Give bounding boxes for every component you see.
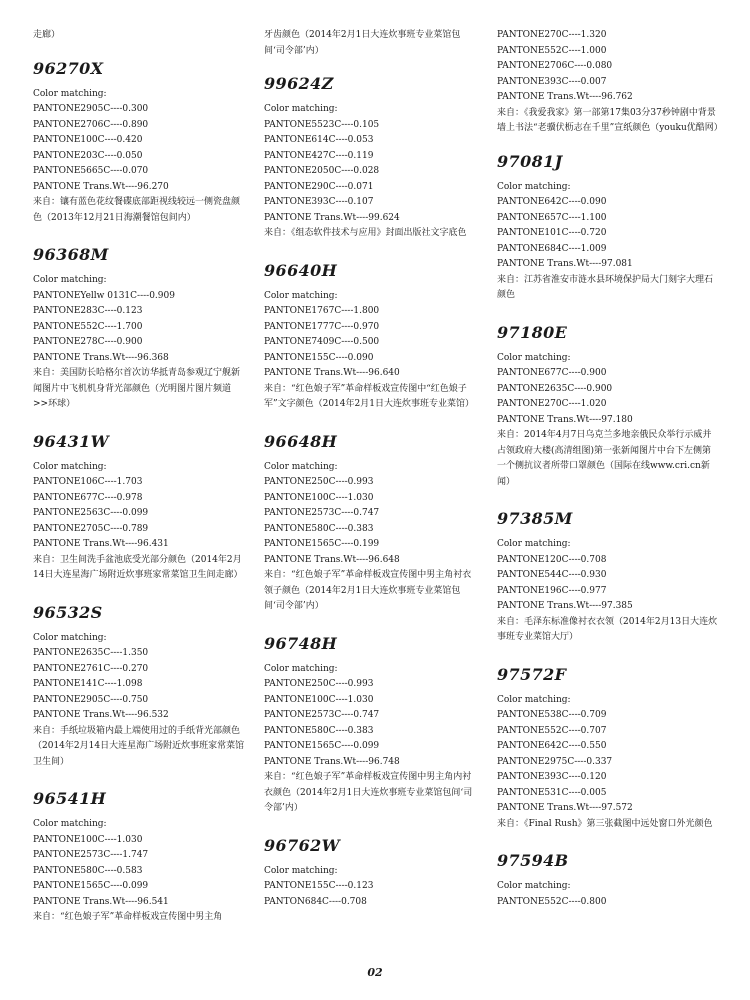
source-text: 来自：“红色娘子军”革命样板戏宣传图中男主角内衬衣颜色（2014年2月1日大连炊事班专业菜馆包间‘司令部’内）	[264, 772, 473, 813]
pantone-line: PANTONE552C----1.000	[497, 45, 607, 56]
pantone-line: PANTONE2573C----1.747	[33, 850, 149, 860]
color-entry	[264, 75, 476, 242]
source-text: 来自：“红色娘子军”革命样板戏宣传图中男主角衬衣领子颜色（2014年2月1日大连炊事班专业菜馆包间‘司令部’内）	[264, 570, 472, 611]
pantone-line: PANTONE Trans.Wt----96.532	[33, 710, 169, 720]
color-code-heading: 97385M	[497, 509, 573, 528]
color-code-heading: 97180E	[497, 322, 568, 342]
pantone-line: PANTONE100C----1.030	[33, 834, 143, 845]
pantone-line: PANTONE614C----0.053	[264, 135, 374, 145]
pantone-line: PANTONE106C----1.703	[33, 477, 143, 487]
pantone-line: PANTONE250C----0.993	[264, 679, 374, 689]
pantone-line: PANTONE Trans.Wt----96.368	[33, 352, 169, 363]
pantone-line: PANTONE5665C----0.070	[33, 166, 149, 176]
pantone-line: PANTONE1565C----0.099	[33, 881, 149, 891]
pantone-line: PANTONE1767C----1.800	[264, 306, 380, 316]
color-entry	[497, 153, 719, 304]
pantone-line: PANTONE Trans.Wt----96.270	[33, 181, 169, 192]
pantone-line: PANTONE427C----0.119	[264, 150, 374, 161]
pantone-line: PANTONE Trans.Wt----96.762	[497, 92, 633, 102]
pantone-line: PANTONE120C----0.708	[497, 554, 607, 565]
source-text: 来自：2014年4月7日乌克兰多地亲俄民众举行示威并占领政府大楼(高清组图)第一张新闻图片中台下左侧第一个侧抗议者所带口罩颜色（国际在线www.cri.cn新闻）	[497, 430, 712, 487]
color-entry	[497, 852, 719, 910]
pantone-line: PANTONE2905C----0.750	[33, 694, 149, 705]
pantone-line: PANTONE270C----1.020	[497, 399, 607, 409]
color-matching-label: Color matching:	[264, 104, 338, 114]
pantone-line: PANTONE2905C----0.300	[33, 104, 149, 114]
pantone-line: PANTONE196C----0.977	[497, 585, 607, 596]
source-text: 来自：《Final Rush》第三张截图中远处窗口外光颜色	[497, 818, 713, 829]
pantone-line: PANTONE580C----0.583	[33, 865, 143, 876]
pantone-line: PANTONE677C----0.900	[497, 368, 607, 378]
color-entry	[497, 666, 719, 833]
color-matching-label: Color matching:	[264, 663, 338, 674]
pantone-line: PANTONE250C----0.993	[264, 477, 374, 487]
color-code-heading: 97594B	[497, 851, 569, 870]
color-entry	[264, 635, 476, 817]
color-code-heading: 96270X	[33, 58, 104, 78]
pantone-line: PANTONE100C----1.030	[264, 492, 374, 503]
color-matching-label: Color matching:	[33, 275, 107, 285]
pantone-line: PANTONE393C----0.107	[264, 197, 374, 207]
color-matching-label: Color matching:	[497, 694, 571, 705]
color-code-heading: 96640H	[264, 260, 338, 280]
pantone-line: PANTONE684C----1.009	[497, 243, 607, 254]
pantone-line: PANTONE1565C----0.199	[264, 539, 380, 549]
pantone-line: PANTONE580C----0.383	[264, 725, 374, 736]
color-code-heading: 96368M	[33, 245, 109, 264]
column-2	[264, 28, 476, 910]
column-3	[497, 28, 723, 910]
color-code-heading: 97081J	[497, 151, 563, 171]
color-matching-label: Color matching:	[33, 88, 107, 99]
source-text: 来自：江苏省淮安市涟水县环境保护局大门刻字大理石颜色	[497, 274, 714, 300]
pantone-line: PANTONE2050C----0.028	[264, 166, 380, 176]
pantone-line: PANTONE552C----1.700	[33, 321, 143, 332]
color-entry	[264, 262, 476, 413]
color-matching-label: Color matching:	[497, 352, 571, 363]
pantone-line: PANTONE393C----0.007	[497, 76, 607, 87]
color-entry	[264, 837, 476, 911]
source-text: 来自：手纸垃圾箱内最上端使用过的手纸背光部颜色（2014年2月14日大连星海广场附近炊事班家常菜馆卫生间）	[33, 725, 245, 767]
pantone-line: PANTONE203C----0.050	[33, 150, 143, 161]
source-text: 来自：镶有蓝色花纹餐碟底部距视线较远一侧瓷盘颜色（2013年12月21日海潮餐馆包间内）	[33, 197, 241, 223]
color-matching-label: Color matching:	[497, 539, 571, 549]
color-matching-label: Color matching:	[33, 632, 107, 643]
pantone-line: PANTONE552C----0.707	[497, 725, 607, 736]
pantone-line: PANTONE Trans.Wt----96.648	[264, 554, 400, 565]
color-entry	[33, 60, 245, 227]
color-entry	[33, 246, 245, 413]
pantone-line: PANTONE2573C----0.747	[264, 508, 380, 518]
pantone-line: PANTONE Trans.Wt----99.624	[264, 212, 400, 223]
color-code-heading: 96748H	[264, 633, 338, 653]
source-text: 来自：《组态软件技术与应用》封面出版社文字底色	[264, 228, 467, 238]
color-matching-label: Color matching:	[264, 865, 338, 876]
pantone-line: PANTONE580C----0.383	[264, 523, 374, 534]
color-entry	[497, 510, 719, 646]
pantone-line: PANTONE538C----0.709	[497, 710, 607, 720]
pantone-line: PANTONE Trans.Wt----96.748	[264, 756, 400, 767]
pantone-line: PANTONE155C----0.123	[264, 881, 374, 891]
continued-source-text: 牙齿颜色（2014年2月1日大连炊事班专业菜馆包间‘司令部’内）	[264, 30, 461, 56]
color-entry	[33, 790, 245, 926]
pantone-line: PANTONE Trans.Wt----96.640	[264, 368, 400, 378]
color-code-heading: 96431W	[33, 431, 110, 451]
pantone-line: PANTONE531C----0.005	[497, 787, 607, 798]
pantone-line: PANTONE5523C----0.105	[264, 119, 380, 130]
color-matching-label: Color matching:	[33, 461, 107, 472]
pantone-line: PANTONE2706C----0.080	[497, 61, 613, 71]
page-number: 02	[367, 966, 383, 979]
pantone-line: PANTONE2573C----0.747	[264, 710, 380, 720]
color-code-heading: 96532S	[33, 602, 103, 622]
pantone-line: PANTONE552C----0.800	[497, 896, 607, 907]
color-code-heading: 96541H	[33, 789, 107, 808]
pantone-line: PANTONE544C----0.930	[497, 570, 607, 580]
pantone-line: PANTONE278C----0.900	[33, 337, 143, 347]
color-code-heading: 96648H	[264, 431, 338, 451]
source-text: 来自：“红色娘子军”革命样板戏宣传图中男主角	[33, 912, 223, 922]
pantone-line: PANTONE393C----0.120	[497, 772, 607, 782]
color-matching-label: Color matching:	[497, 881, 571, 891]
pantone-line: PANTONE101C----0.720	[497, 228, 607, 238]
source-text: 来自：毛泽东标准像衬衣衣领（2014年2月13日大连炊事班专业菜馆大厅）	[497, 616, 718, 642]
pantone-line: PANTONE7409C----0.500	[264, 337, 380, 347]
pantone-line: PANTONE155C----0.090	[264, 352, 374, 363]
pantone-line: PANTONE Trans.Wt----97.180	[497, 414, 633, 425]
pantone-line: PANTONE Trans.Wt----97.081	[497, 259, 633, 269]
pantone-line: PANTONE100C----0.420	[33, 135, 143, 145]
column-1	[33, 28, 245, 926]
source-text: 来自：美国防长哈格尔首次访华抵青岛参观辽宁舰新闻图片中飞机机身背光部颜色（光明图片图片频道>>环球）	[33, 368, 241, 409]
continued-source-text: 来自：《我爱我家》第一部第17集03分37秒钟剧中背景墙上书法“老骥伏枥志在千里”宣纸颜色（youku优酷网）	[497, 107, 723, 133]
pantone-line: PANTONE283C----0.123	[33, 306, 143, 316]
pantone-line: PANTONE270C----1.320	[497, 30, 607, 40]
pantone-line: PANTONE100C----1.030	[264, 694, 374, 705]
pantone-line: PANTONE642C----0.090	[497, 197, 607, 207]
pantone-line: PANTONE Trans.Wt----97.385	[497, 601, 633, 611]
continued-source-text: 走廊）	[33, 30, 61, 40]
pantone-line: PANTONE1565C----0.099	[264, 741, 380, 751]
pantone-line: PANTONE290C----0.071	[264, 181, 374, 192]
pantone-line: PANTONE2975C----0.337	[497, 756, 613, 767]
color-code-heading: 96762W	[264, 835, 341, 855]
pantone-line: PANTONE2563C----0.099	[33, 508, 149, 518]
color-matching-label: Color matching:	[497, 181, 571, 192]
source-text: 来自：卫生间洗手盆池底受光部分颜色（2014年2月14日大连星海广场附近炊事班家常菜馆卫生间走廊）	[33, 554, 243, 580]
pantone-line: PANTONE Trans.Wt----96.431	[33, 539, 169, 549]
pantone-line: PANTONE2706C----0.890	[33, 119, 149, 130]
color-matching-label: Color matching:	[33, 819, 107, 829]
color-matching-label: Color matching:	[264, 290, 338, 301]
pantone-line: PANTONE Trans.Wt----96.541	[33, 896, 169, 907]
pantone-line: PANTONE2635C----1.350	[33, 648, 149, 658]
pantone-line: PANTONE2635C----0.900	[497, 383, 613, 394]
color-entry	[264, 433, 476, 615]
color-code-heading: 97572F	[497, 664, 567, 684]
source-text: 来自：“红色娘子军”革命样板戏宣传图中“红色娘子军”文字颜色（2014年2月1日大连炊事班专业菜馆）	[264, 383, 474, 409]
pantone-line: PANTONE1777C----0.970	[264, 321, 380, 332]
pantone-line: PANTONE2761C----0.270	[33, 663, 149, 674]
pantone-line: PANTONE642C----0.550	[497, 741, 607, 751]
pantone-line: PANTONE657C----1.100	[497, 212, 607, 223]
color-code-heading: 99624Z	[264, 74, 334, 93]
pantone-line: PANTONE677C----0.978	[33, 492, 143, 503]
pantone-line: PANTONEYellw 0131C----0.909	[33, 290, 175, 301]
pantone-line: PANTONE Trans.Wt----97.572	[497, 803, 633, 813]
color-entry	[33, 604, 245, 771]
color-matching-label: Color matching:	[264, 461, 338, 472]
color-entry	[33, 433, 245, 584]
pantone-line: PANTONE2705C----0.789	[33, 523, 149, 534]
pantone-line: PANTONE141C----1.098	[33, 679, 143, 689]
color-entry	[497, 324, 719, 491]
pantone-line: PANTON684C----0.708	[264, 896, 367, 907]
